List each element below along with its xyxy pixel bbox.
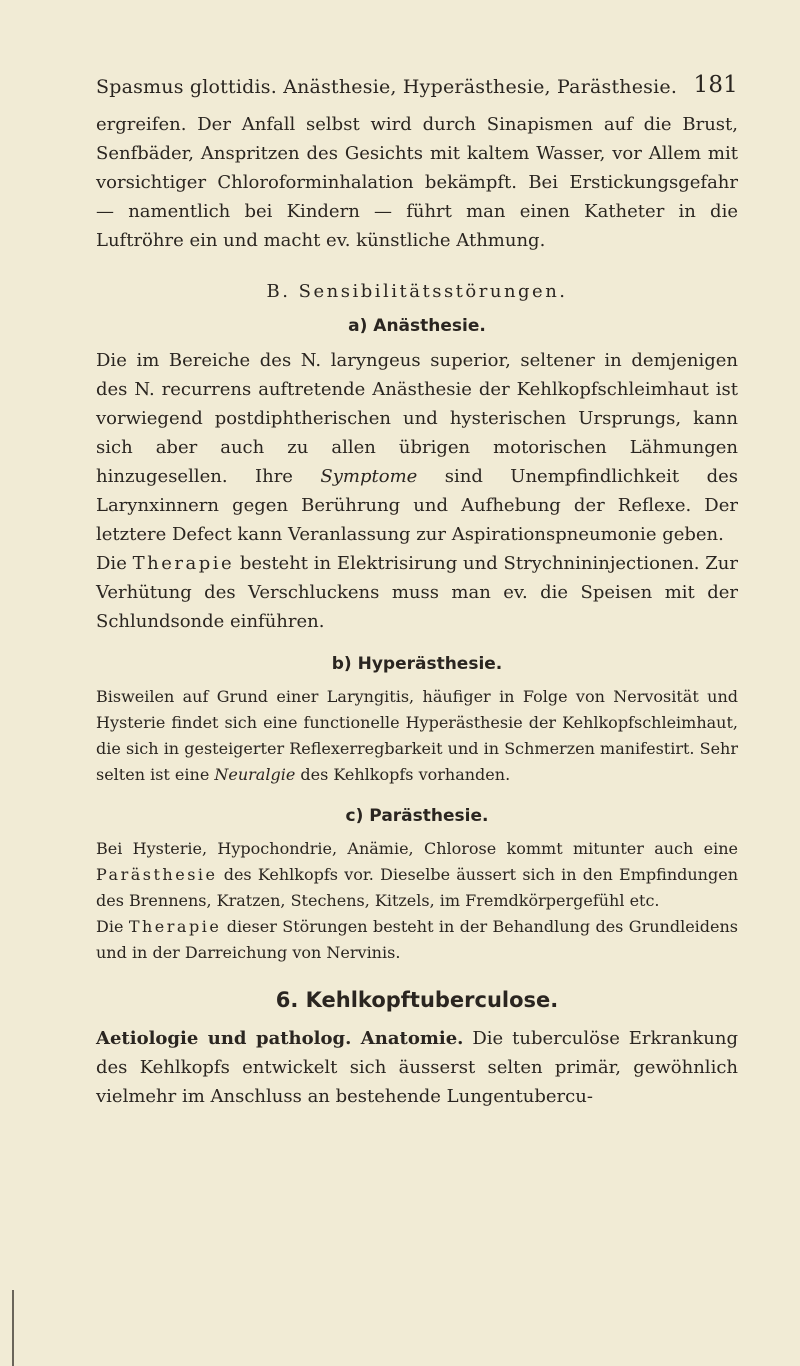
header-title: Spasmus glottidis. Anästhesie, Hyperästhesie, Parästhesie. — [96, 76, 678, 98]
text-run: Die im Bereiche des N. laryngeus superior, seltener in demjenigen des N. recurrens auftretende Anästhesie der Kehlkopfschleimhaut ist vorwiegend postdiphtherischen und hysterischen Ursprungs, kann sich aber auch zu allen übrigen motorischen Lähmungen hinzugesellen. Ihre — [96, 350, 738, 487]
anaesthesie-heading: a) Anästhesie. — [348, 316, 486, 336]
anaesthesie-paragraph-2 — [96, 549, 738, 636]
chapter-6-title: 6. Kehlkopftuberculose. — [275, 988, 559, 1012]
paraesthesie-spaced: Parästhesie — [96, 865, 218, 884]
paraesthesie-paragraph-2 — [96, 914, 738, 966]
text-run: dieser Störungen besteht in der Behandlung des Grundleidens und in der Darreichung von Nervinis. — [96, 917, 739, 962]
text-run: des Kehlkopfs vor. Dieselbe äussert sich in den Empfindungen des Brennens, Kratzen, Stechens, Kitzels, im Fremdkörpergefühl etc. — [96, 865, 738, 910]
aetiologie-lead: Aetiologie und patholog. Anatomie. — [96, 1028, 464, 1049]
paraesthesie-block — [96, 836, 738, 966]
neuralgie-italic: Neuralgie — [214, 765, 296, 784]
therapie-spaced: Therapie — [132, 553, 235, 574]
intro-paragraph: ergreifen. Der Anfall selbst wird durch Sinapismen auf die Brust, Senfbäder, Anspritzen des Gesichts mit kaltem Wasser, vor Allem mit vorsichtiger Chloroforminhalation bekämpft. Bei Erstickungsgefahr — namentlich bei Kindern — führt man einen Katheter in die Luftröhre ein und macht ev. künstliche Athmung. — [96, 114, 738, 251]
page-number: 181 — [693, 72, 738, 98]
therapie-spaced: Therapie — [128, 917, 222, 936]
paraesthesie-paragraph-1 — [96, 836, 738, 914]
hyperaesthesie-paragraph — [96, 684, 738, 788]
page-edge-line — [12, 1290, 14, 1366]
anaesthesie-paragraph-1 — [96, 346, 738, 549]
text-run: besteht in Elektrisirung und Strychnininjectionen. Zur Verhütung des Verschluckens muss man ev. die Speisen mit der Schlundsonde einführen. — [96, 553, 738, 632]
paraesthesie-heading: c) Parästhesie. — [345, 806, 489, 826]
chapter-6-paragraph — [96, 1024, 738, 1111]
text-run: des Kehlkopfs vorhanden. — [295, 765, 511, 784]
section-b-title: B. Sensibilitätsstörungen. — [266, 281, 568, 302]
text-run: Die — [96, 553, 133, 574]
symptome-italic: Symptome — [320, 466, 418, 487]
text-run: Bisweilen auf Grund einer Laryngitis, häufiger in Folge von Nervosität und Hysterie findet sich eine functionelle Hyperästhesie der Kehlkopfschleimhaut, die sich in gesteigerter Reflexerregbarkeit und in Schmerzen manifestirt. Sehr selten ist eine — [96, 687, 738, 784]
text-run: sind Unempfindlichkeit des Larynxinnern gegen Berührung und Aufhebung der Reflexe. Der letztere Defect kann Veranlassung zur Aspirationspneumonie geben. — [96, 466, 738, 545]
hyperaesthesie-heading: b) Hyperästhesie. — [331, 654, 503, 674]
text-run: Bei Hysterie, Hypochondrie, Anämie, Chlorose kommt mitunter auch eine — [96, 839, 738, 858]
text-run: Die — [96, 917, 129, 936]
hyperaesthesie-block — [96, 684, 738, 788]
text-run: Die tuberculöse Erkrankung des Kehlkopfs entwickelt sich äusserst selten primär, gewöhnlich vielmehr im Anschluss an bestehende Lungentubercu- — [96, 1028, 738, 1107]
running-header — [96, 66, 738, 110]
book-page — [96, 66, 738, 1111]
